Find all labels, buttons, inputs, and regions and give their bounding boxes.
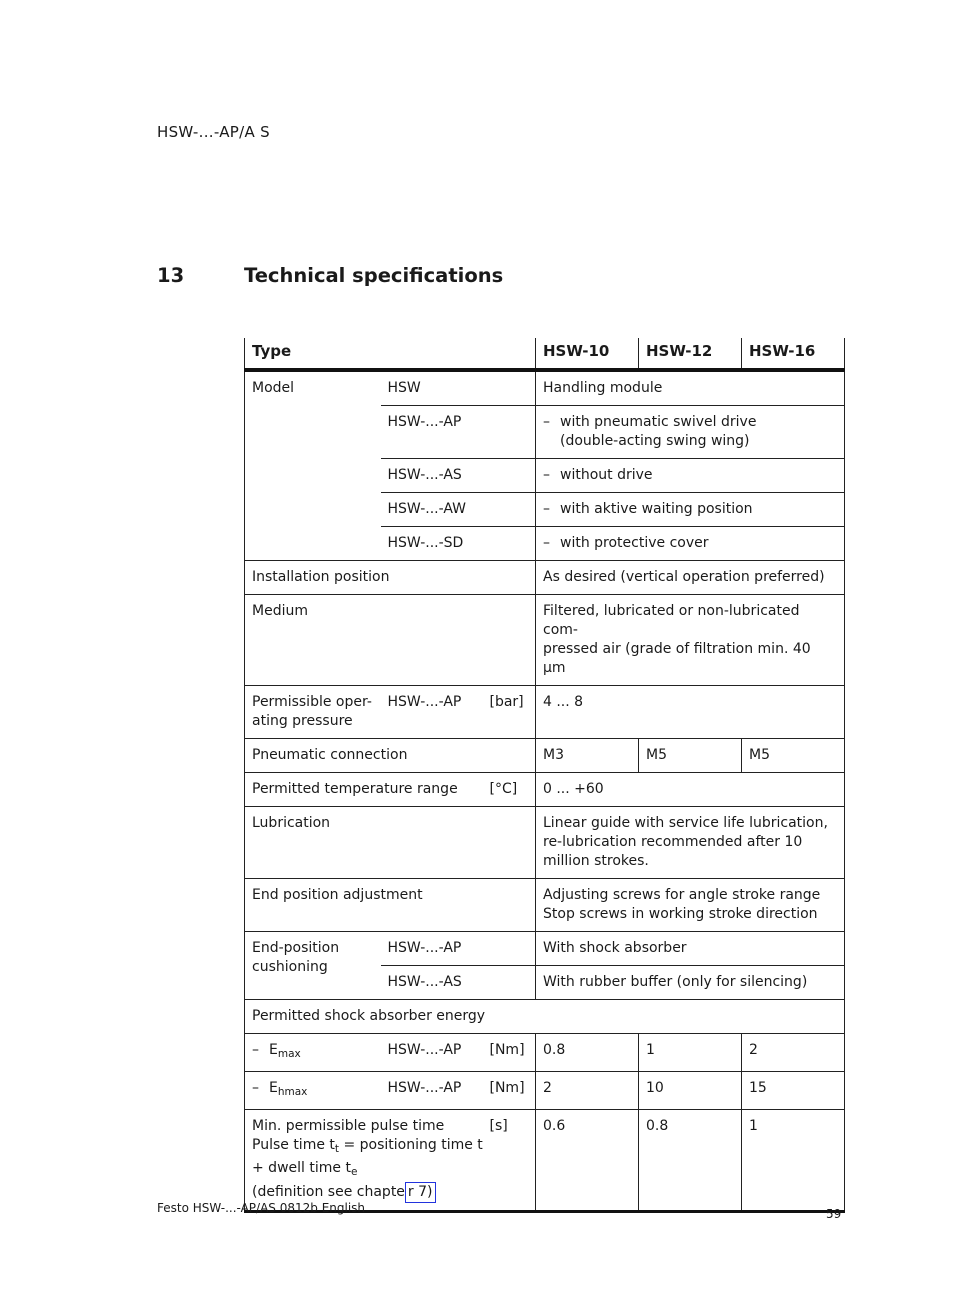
running-header: HSW-...-AP/A S	[157, 123, 270, 141]
pulse-label-line	[252, 1136, 483, 1159]
chapter-title: Technical specifications	[244, 264, 504, 287]
emax-hsw-12: 1	[639, 1034, 742, 1072]
cushioning-label-line: cushioning	[252, 959, 328, 975]
table-row	[245, 807, 845, 879]
lubrication-label: Lubrication	[245, 807, 536, 879]
pneumatic-label: Pneumatic connection	[245, 739, 536, 773]
end-adjust-value-line: Adjusting screws for angle stroke range	[543, 887, 821, 903]
pulse-label-line: Min. permissible pulse time	[252, 1118, 445, 1134]
list-dash: –	[543, 535, 550, 551]
emax-hsw-16: 2	[742, 1034, 845, 1072]
table-row	[245, 1110, 845, 1212]
model-desc-text: without drive	[560, 467, 653, 483]
pressure-unit: [bar]	[483, 686, 536, 739]
table-row	[245, 1072, 845, 1110]
emax-symbol: E	[269, 1042, 278, 1058]
table-header-row	[245, 338, 845, 370]
list-dash: –	[543, 467, 550, 483]
pressure-label-line: Permissible oper-	[252, 694, 372, 710]
installation-value: As desired (vertical operation preferred)	[536, 561, 845, 595]
pulse-label-line	[252, 1159, 483, 1182]
installation-label: Installation position	[245, 561, 536, 595]
pulse-text: (definition see chapte	[252, 1184, 405, 1200]
ehmax-variant: HSW-...-AP	[381, 1072, 483, 1110]
pulse-text: Pulse time t	[252, 1137, 335, 1153]
table-row	[245, 739, 845, 773]
table-row	[245, 370, 845, 406]
medium-value	[536, 595, 845, 686]
table-row	[245, 561, 845, 595]
list-dash: –	[252, 1042, 259, 1058]
header-type: Type	[245, 338, 536, 370]
model-desc-text: with pneumatic swivel drive	[560, 414, 757, 430]
shock-energy-label: Permitted shock absorber energy	[245, 1000, 845, 1034]
table-row	[245, 686, 845, 739]
pneumatic-hsw-12: M5	[639, 739, 742, 773]
footer-document-id: Festo HSW-...-AP/AS 0812b English	[157, 1201, 366, 1215]
pulse-label-line	[252, 1182, 483, 1203]
list-dash: –	[543, 414, 550, 430]
model-variant: HSW	[381, 370, 536, 406]
model-desc	[536, 493, 845, 527]
ehmax-unit: [Nm]	[483, 1072, 536, 1110]
pulse-unit: [s]	[483, 1110, 536, 1212]
pulse-text: + dwell time t	[252, 1160, 351, 1176]
model-desc	[536, 406, 845, 459]
table-row	[245, 932, 845, 966]
temperature-value: 0 ... +60	[536, 773, 845, 807]
model-desc: Handling module	[536, 370, 845, 406]
pulse-text: = positioning time t	[339, 1137, 483, 1153]
pulse-hsw-10: 0.6	[536, 1110, 639, 1212]
pneumatic-hsw-10: M3	[536, 739, 639, 773]
model-variant: HSW-...-SD	[381, 527, 536, 561]
model-desc-text: (double-acting swing wing)	[560, 433, 750, 449]
pulse-hsw-12: 0.8	[639, 1110, 742, 1212]
pulse-subscript: t	[334, 1143, 340, 1155]
technical-specifications-table	[244, 338, 845, 1213]
model-desc	[536, 527, 845, 561]
table-row	[245, 595, 845, 686]
pressure-variant: HSW-...-AP	[381, 686, 483, 739]
cushioning-variant: HSW-...-AP	[381, 932, 536, 966]
cushioning-label	[245, 932, 381, 1000]
page-number: 59	[826, 1207, 842, 1221]
ehmax-symbol: E	[269, 1080, 278, 1096]
pulse-subscript: e	[350, 1166, 358, 1178]
pulse-label	[245, 1110, 483, 1212]
model-variant: HSW-...-AW	[381, 493, 536, 527]
table-row	[245, 773, 845, 807]
pneumatic-hsw-16: M5	[742, 739, 845, 773]
table-row	[245, 1034, 845, 1072]
emax-variant: HSW-...-AP	[381, 1034, 483, 1072]
model-variant: HSW-...-AS	[381, 459, 536, 493]
cushioning-value: With rubber buffer (only for silencing)	[536, 966, 845, 1000]
end-adjust-value-line: Stop screws in working stroke direction	[543, 906, 818, 922]
chapter-7-link[interactable]: r 7)	[405, 1182, 436, 1203]
cushioning-label-line: End-position	[252, 940, 340, 956]
table-row	[245, 1000, 845, 1034]
emax-unit: [Nm]	[483, 1034, 536, 1072]
cushioning-value: With shock absorber	[536, 932, 845, 966]
end-adjust-value	[536, 879, 845, 932]
model-desc-text: with protective cover	[560, 535, 709, 551]
end-adjust-label: End position adjustment	[245, 879, 536, 932]
ehmax-hsw-10: 2	[536, 1072, 639, 1110]
pressure-value: 4 ... 8	[536, 686, 845, 739]
emax-subscript: max	[277, 1048, 301, 1060]
list-dash: –	[543, 501, 550, 517]
lubrication-value-line: million strokes.	[543, 853, 649, 869]
emax-label	[245, 1034, 381, 1072]
chapter-number: 13	[157, 264, 185, 287]
pressure-label	[245, 686, 381, 739]
cushioning-variant: HSW-...-AS	[381, 966, 536, 1000]
medium-value-line: pressed air (grade of filtration min. 40 µm	[543, 641, 811, 676]
lubrication-value	[536, 807, 845, 879]
medium-value-line: Filtered, lubricated or non-lubricated com-	[543, 603, 800, 638]
header-hsw-12: HSW-12	[639, 338, 742, 370]
list-dash: –	[252, 1080, 259, 1096]
lubrication-value-line: Linear guide with service life lubrication,	[543, 815, 828, 831]
model-label: Model	[245, 370, 381, 561]
ehmax-subscript: hmax	[277, 1086, 308, 1098]
ehmax-label	[245, 1072, 381, 1110]
table-row	[245, 879, 845, 932]
header-hsw-16: HSW-16	[742, 338, 845, 370]
pressure-label-line: ating pressure	[252, 713, 353, 729]
ehmax-hsw-16: 15	[742, 1072, 845, 1110]
model-desc-text: with aktive waiting position	[560, 501, 753, 517]
temperature-unit: [°C]	[483, 773, 536, 807]
model-variant: HSW-...-AP	[381, 406, 536, 459]
medium-label: Medium	[245, 595, 536, 686]
model-desc	[536, 459, 845, 493]
header-hsw-10: HSW-10	[536, 338, 639, 370]
lubrication-value-line: re-lubrication recommended after 10	[543, 834, 803, 850]
emax-hsw-10: 0.8	[536, 1034, 639, 1072]
temperature-label: Permitted temperature range	[245, 773, 483, 807]
ehmax-hsw-12: 10	[639, 1072, 742, 1110]
pulse-hsw-16: 1	[742, 1110, 845, 1212]
